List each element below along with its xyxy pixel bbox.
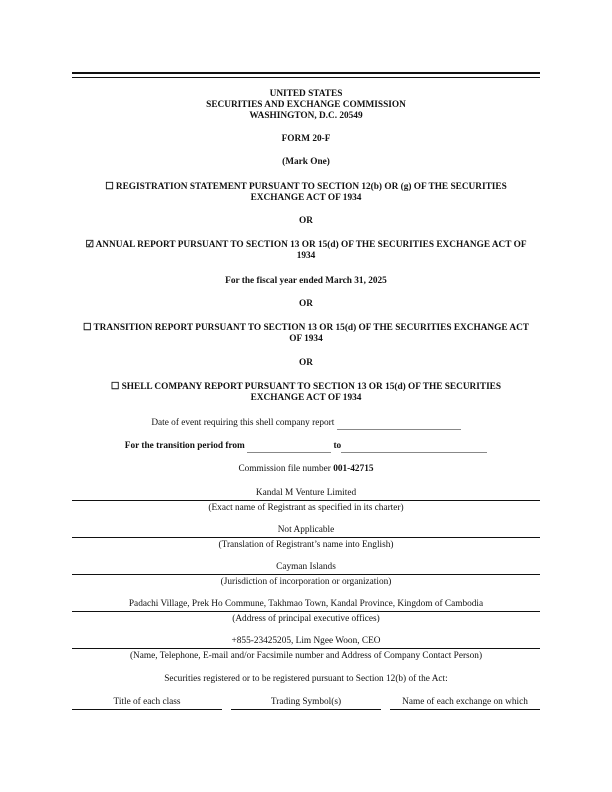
shell-event-line [72,418,540,430]
registrant-name-caption: (Exact name of Registrant as specified in its charter) [208,503,404,513]
registrant-name: Kandal M Venture Limited [72,488,540,501]
translation-field [72,525,540,551]
transition-from-label: For the transition period from [124,441,245,451]
or-separator-1: OR [299,216,313,226]
contact-caption: (Name, Telephone, E-mail and/or Facsimile number and Address of Company Contact Person) [129,651,483,661]
transition-to-field[interactable] [341,441,487,453]
form-title: FORM 20-F [281,134,331,144]
mark-one: (Mark One) [282,157,330,167]
header-block [72,89,540,123]
registrant-translation: Not Applicable [72,525,540,538]
shell-event-date-field[interactable] [337,418,461,430]
registrant-jurisdiction: Cayman Islands [72,562,540,575]
transition-period-line [72,441,540,453]
top-rule-thin [72,77,540,78]
address-field [72,599,540,625]
transition-from-field[interactable] [247,441,331,453]
column-title-of-class: Title of each class [72,697,222,710]
shell-checkbox[interactable]: ☐ [110,382,120,392]
column-trading-symbol: Trading Symbol(s) [231,697,381,710]
or-separator-2: OR [299,299,313,309]
agency-location: WASHINGTON, D.C. 20549 [249,111,363,122]
registrant-address: Padachi Village, Prek Ho Commune, Takhmao Town, Kandal Province, Kingdom of Cambodia [72,599,540,612]
transition-text: TRANSITION REPORT PURSUANT TO SECTION 13 OR 15(d) OF THE SECURITIES EXCHANGE ACT OF 1934 [93,323,530,345]
or-separator-3: OR [299,358,313,368]
commission-file-line [72,464,540,475]
top-rule [72,72,540,74]
registration-checkbox[interactable]: ☐ [105,182,114,192]
registrant-name-field [72,488,540,514]
registrant-contact: +855-23425205, Lim Ngee Woon, CEO [72,636,540,649]
option-annual [76,240,536,262]
transition-to-label: to [333,441,342,451]
contact-field [72,636,540,662]
agency-country: UNITED STATES [269,89,343,99]
annual-checkbox[interactable]: ☑ [85,240,94,250]
securities-intro: Securities registered or to be registered pursuant to Section 12(b) of the Act: [164,674,448,684]
fiscal-year: For the fiscal year ended March 31, 2025 [225,276,387,286]
commission-label: Commission file number [238,464,331,474]
commission-number: 001-42715 [333,464,374,474]
option-registration [82,182,530,204]
jurisdiction-caption: (Jurisdiction of incorporation or organization) [220,577,392,587]
option-transition [76,323,536,345]
option-shell [86,382,526,404]
agency-name: SECURITIES AND EXCHANGE COMMISSION [206,100,406,111]
translation-caption: (Translation of Registrant’s name into English) [218,540,394,550]
transition-checkbox[interactable]: ☐ [82,323,92,333]
annual-text: ANNUAL REPORT PURSUANT TO SECTION 13 OR 15(d) OF THE SECURITIES EXCHANGE ACT OF 1934 [95,240,527,262]
shell-event-label: Date of event requiring this shell company report [151,418,335,428]
column-exchange-name: Name of each exchange on which [390,697,540,710]
registration-text: REGISTRATION STATEMENT PURSUANT TO SECTION 12(b) OR (g) OF THE SECURITIES EXCHANGE ACT OF 1934 [115,182,507,204]
address-caption: (Address of principal executive offices) [232,614,380,624]
shell-text: SHELL COMPANY REPORT PURSUANT TO SECTION 13 OR 15(d) OF THE SECURITIES EXCHANGE ACT OF 1934 [121,382,502,404]
jurisdiction-field [72,562,540,588]
